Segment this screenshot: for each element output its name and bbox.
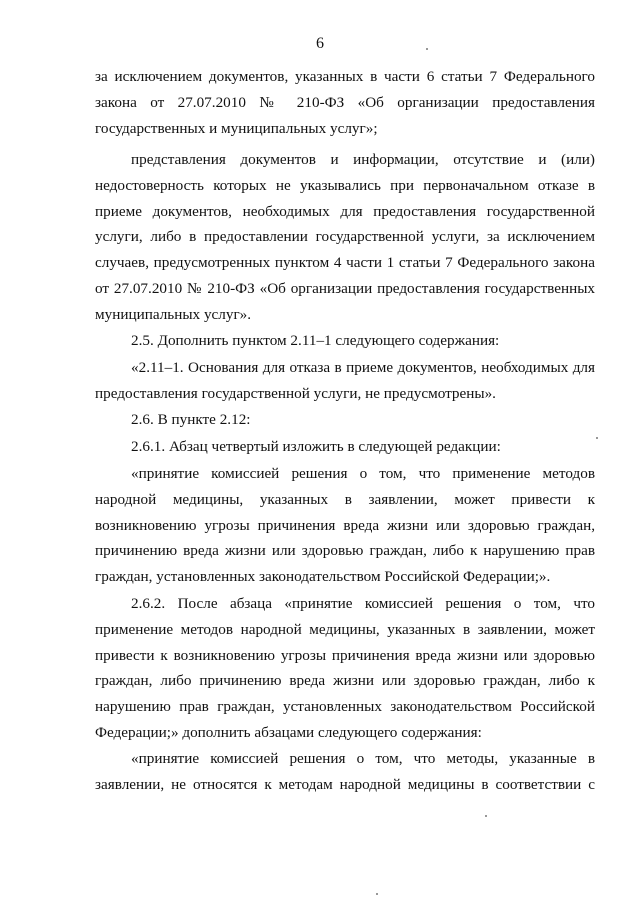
paragraph-2-6-2 xyxy=(95,591,595,746)
text-line: 2.6.2. После абзаца «принятие комиссией решения о том, что xyxy=(131,595,595,612)
scan-speck xyxy=(376,893,378,895)
text-line: государственных и муниципальных услуг»; xyxy=(95,119,378,137)
paragraph-2-6 xyxy=(95,407,595,433)
text-line: применение методов народной медицины, указанных в заявлении, может xyxy=(95,620,595,638)
text-line: народной медицины, указанных в заявлении, может привести к xyxy=(95,490,595,508)
paragraph-quote-folk-medicine xyxy=(95,461,595,590)
paragraph-documents-info xyxy=(95,147,595,328)
text-line: недостоверность которых не указывались при первоначальном отказе в xyxy=(95,176,595,194)
text-line: «принятие комиссией решения о том, что применение методов xyxy=(131,465,595,482)
text-line: приеме документов, необходимых для предоставления государственной xyxy=(95,202,595,220)
text-line: от 27.07.2010 № 210-ФЗ «Об организации предоставления государственных xyxy=(95,279,595,297)
text-line: граждан, установленных законодательством Российской Федерации;». xyxy=(95,568,551,586)
text-line: «принятие комиссией решения о том, что методы, указанные в xyxy=(131,750,595,767)
scan-speck xyxy=(485,815,487,817)
text-line: граждан, либо причинению вреда жизни или здоровью граждан, либо к xyxy=(95,672,595,690)
paragraph-continuation xyxy=(95,64,595,141)
scan-speck xyxy=(596,437,598,439)
text-line: муниципальных услуг». xyxy=(95,305,252,323)
text-line: заявлении, не относятся к методам народной медицины в соответствии с xyxy=(95,775,595,793)
text-line: представления документов и информации, отсутствие и (или) xyxy=(131,151,595,168)
page-number: 6 xyxy=(316,35,324,52)
paragraph-quote-methods xyxy=(95,746,595,798)
text-line: за исключением документов, указанных в части 6 статьи 7 Федерального xyxy=(95,68,595,85)
paragraph-2-5 xyxy=(95,328,595,354)
text-line: 2.5. Дополнить пунктом 2.11–1 следующего содержания: xyxy=(131,332,500,349)
text-line: причинению вреда жизни или здоровью граждан, либо к нарушению прав xyxy=(95,542,595,560)
paragraph-2-6-1 xyxy=(95,434,595,460)
text-line: случаев, предусмотренных пунктом 4 части 1 статьи 7 Федерального закона xyxy=(95,254,595,272)
text-line: 2.6.1. Абзац четвертый изложить в следующей редакции: xyxy=(131,438,501,455)
text-line: 2.6. В пункте 2.12: xyxy=(131,411,251,428)
text-line: закона от 27.07.2010 № 210-ФЗ «Об организации предоставления xyxy=(95,93,595,111)
text-line: предоставления государственной услуги, не предусмотрены». xyxy=(95,384,496,402)
paragraph-2-11-1 xyxy=(95,355,595,407)
text-line: «2.11–1. Основания для отказа в приеме документов, необходимых для xyxy=(131,359,595,376)
text-line: возникновению угрозы причинения вреда жизни или здоровью граждан, xyxy=(95,516,595,534)
scan-speck xyxy=(426,48,428,50)
text-line: привести к возникновению угрозы причинения вреда жизни или здоровью xyxy=(95,646,595,664)
text-line: Федерации;» дополнить абзацами следующего содержания: xyxy=(95,723,482,741)
text-line: услуги, либо в предоставлении государственной услуги, за исключением xyxy=(95,228,595,246)
text-line: нарушению прав граждан, установленных законодательством Российской xyxy=(95,698,595,716)
